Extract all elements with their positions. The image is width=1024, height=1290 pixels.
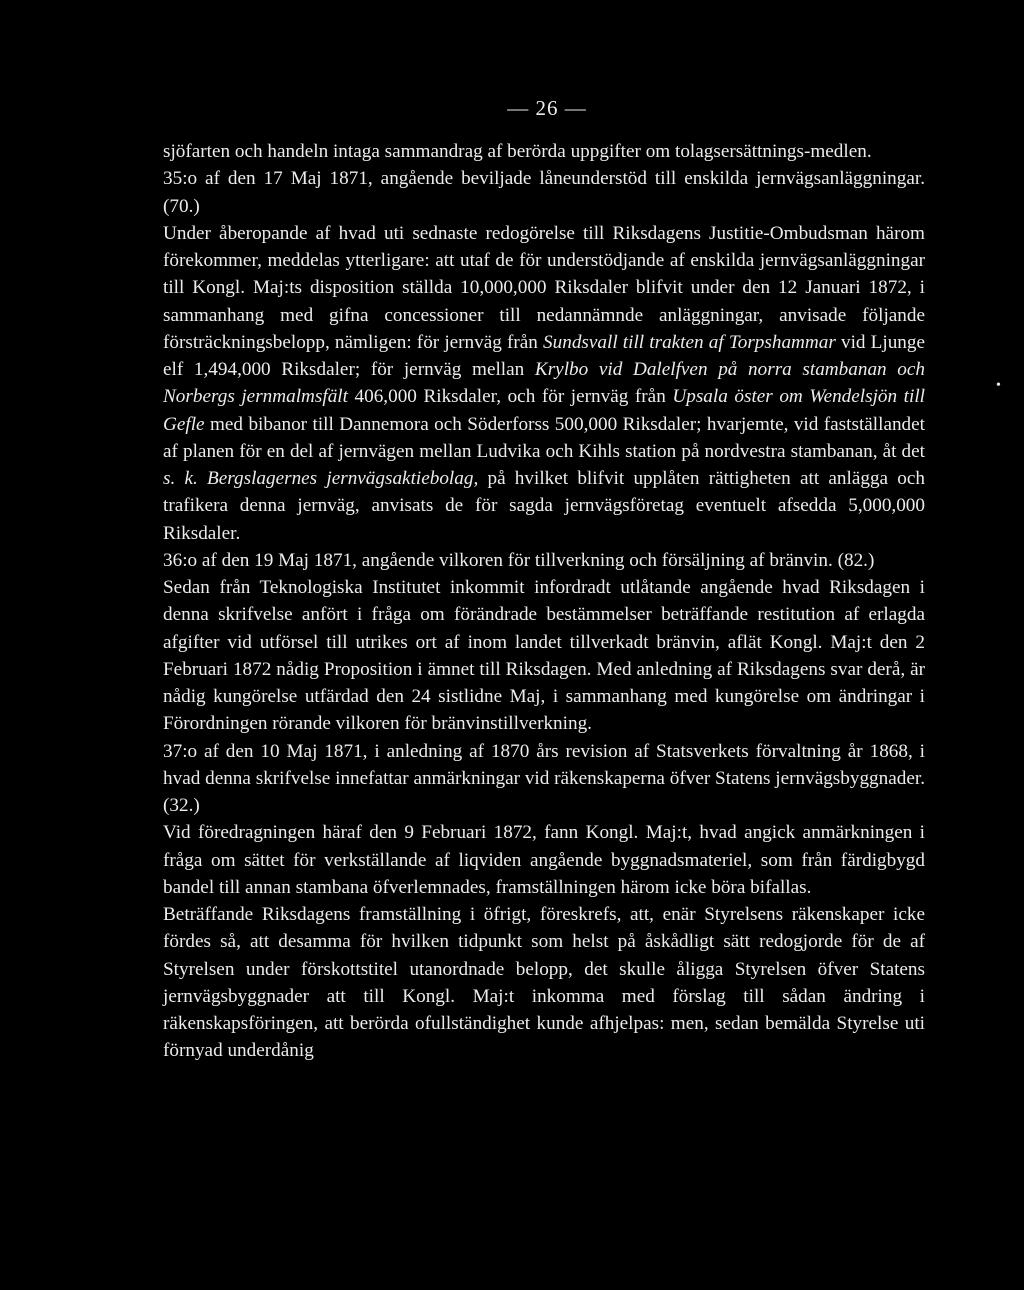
italic-company: s. k. Bergslagernes jernvägsaktiebolag, [163, 468, 479, 489]
page-body [163, 138, 925, 1065]
paragraph-foredragning: Vid föredragningen häraf den 9 Februari 1872, fann Kongl. Maj:t, hvad angick anmärkningen i fråga om sättet för verkställande af liqviden angående byggnadsmateriel, som från färdigbygd bandel till annan stambana öfverlemnades, framställningen härom icke böra bifallas. [163, 822, 925, 898]
text-run: Under åberopande af hvad uti sednaste redogörelse till Riksdagens Justitie-Ombudsman härom förekommer, meddelas ytterligare: att utaf de för understödjande af enskilda jernvägsanläggningar till Kongl. Maj:ts disposition ställda 10,000,000 Riksdaler blifvit under den 12 Januari 1872, i sammanhang med gifna concessioner till nedannämnde anläggningar, anvisade följande försträckningsbelopp, nämligen: för jernväg från [163, 222, 925, 353]
list-item-37: 37:o af den 10 Maj 1871, i anledning af 1870 års revision af Statsverkets förvaltning år 1868, i hvad denna skrifvelse innefattar anmärkningar vid räkenskaperna öfver Statens jernvägsbyggnader. (32.) [163, 740, 925, 816]
paragraph-branvin: Sedan från Teknologiska Institutet inkommit infordradt utlåtande angående hvad Riksdagen i denna skrifvelse anfört i fråga om förändrade bestämmelser beträffande restitution af erlagda afgifter vid utförsel till utrikes ort af inom landet tillverkadt bränvin, aflät Kongl. Maj:t den 2 Februari 1872 nådig Proposition i ämnet till Riksdagen. Med anledning af Riksdagens svar derå, är nådig kungörelse utfärdad den 24 sistlidne Maj, i sammanhang med kungörelse om ändringar i Förordningen rörande vilkoren för bränvinstillverkning. [163, 577, 925, 735]
text-run: på hvilket blifvit upplåten rättigheten att anlägga och trafikera denna jernväg, anvisats de för sagda jernvägsföretag eventuelt afsedda 5,000,000 Riksdaler. [163, 468, 925, 544]
page-number: — 26 — [507, 96, 587, 120]
list-item-35: 35:o af den 17 Maj 1871, angående beviljade låneunderstöd till enskilda jernvägsanläggningar. (70.) [163, 168, 925, 217]
paragraph-railway-loans [163, 220, 925, 547]
paragraph-intro: sjöfarten och handeln intaga sammandrag af berörda uppgifter om tolagsersättnings-medlen. [163, 141, 872, 162]
text-run: vid Ljunge elf 1,494,000 Riksdaler; för jernväg mellan [163, 331, 926, 380]
italic-place-2: Krylbo vid Dalelfven på norra stambanan och Norbergs jernmalmsfält [163, 359, 925, 408]
italic-place-3: Upsala öster om Wendelsjön till Gefle [163, 386, 925, 435]
text-run: med bibanor till Dannemora och Söderforss 500,000 Riksdaler; hvarjemte, vid fastställandet af planen för en del af jernvägen mellan Ludvika och Kihls station på nordvestra stambanan, åt det [163, 413, 925, 462]
paragraph-beträffande: Beträffande Riksdagens framställning i öfrigt, föreskrefs, att, enär Styrelsens räkenskaper icke fördes så, att desamma för hvilken tidpunkt som helst på åskådligt sätt redogjorde för de af Styrelsen under förskottstitel utanordnade belopp, det skulle åligga Styrelsen öfver Statens jernvägsbyggnader att till Kongl. Maj:t inkomma med förslag till sådan ändring i räkenskapsföringen, att berörda ofullständighet kunde afhjelpas: men, sedan bemälda Styrelse uti förnyad underdånig [163, 904, 925, 1062]
italic-place-1: Sundsvall till trakten af Torpshammar [543, 331, 836, 353]
text-run: 406,000 Riksdaler, och för jernväg från [347, 386, 673, 408]
margin-mark: • [996, 378, 1001, 393]
list-item-36: 36:o af den 19 Maj 1871, angående vilkoren för tillverkning och försäljning af bränvin. (82.) [163, 549, 875, 571]
